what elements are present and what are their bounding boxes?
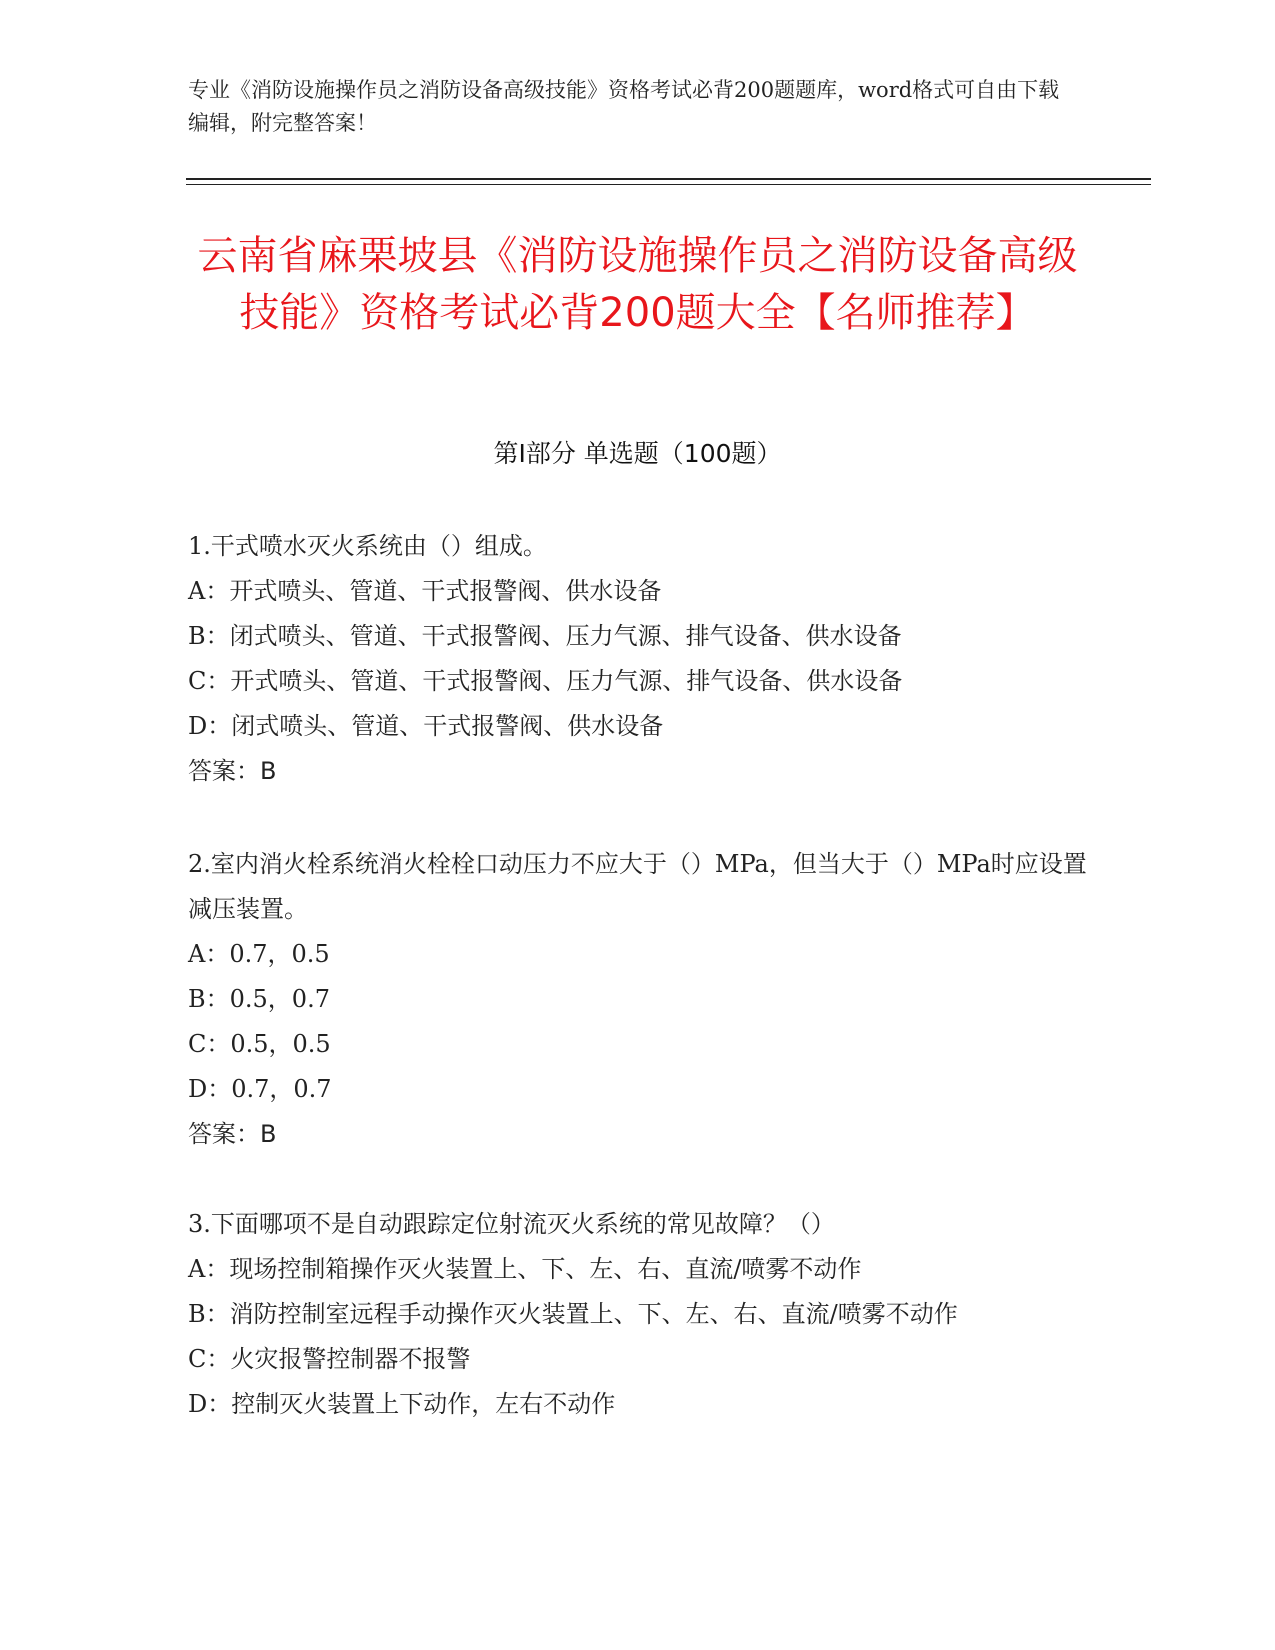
question-stem: 3.下面哪项不是自动跟踪定位射流灭火系统的常见故障？（） (188, 1210, 835, 1238)
header-divider-thin (186, 184, 1151, 185)
option-d: D：闭式喷头、管道、干式报警阀、供水设备 (188, 712, 664, 740)
option-d: D：0.7，0.7 (188, 1075, 332, 1103)
option-b: B：0.5，0.7 (188, 985, 330, 1013)
question-stem: 1.干式喷水灭火系统由（）组成。 (188, 532, 547, 560)
document-title: 云南省麻栗坡县《消防设施操作员之消防设备高级技能》资格考试必背200题大全【名师推荐】 (197, 233, 1078, 336)
option-a: A：开式喷头、管道、干式报警阀、供水设备 (188, 577, 662, 605)
question-2 (188, 842, 1088, 1157)
option-b: B：消防控制室远程手动操作灭火装置上、下、左、右、直流/喷雾不动作 (188, 1300, 958, 1328)
option-a: A：现场控制箱操作灭火装置上、下、左、右、直流/喷雾不动作 (188, 1255, 862, 1283)
question-3 (188, 1202, 1088, 1427)
answer: 答案：B (188, 1120, 277, 1148)
section-heading: 第I部分 单选题（100题） (493, 439, 782, 468)
header-note: 专业《消防设施操作员之消防设备高级技能》资格考试必背200题题库，word格式可自由下载编辑，附完整答案！ (188, 78, 1060, 135)
question-stem: 2.室内消火栓系统消火栓栓口动压力不应大于（）MPa，但当大于（）MPa时应设置减压装置。 (188, 850, 1087, 923)
option-c: C：开式喷头、管道、干式报警阀、压力气源、排气设备、供水设备 (188, 667, 903, 695)
option-d: D：控制灭火装置上下动作，左右不动作 (188, 1390, 616, 1418)
header-divider-thick (186, 178, 1151, 180)
answer: 答案：B (188, 757, 277, 785)
option-c: C：0.5，0.5 (188, 1030, 331, 1058)
option-a: A：0.7，0.5 (188, 940, 330, 968)
option-c: C：火灾报警控制器不报警 (188, 1345, 471, 1373)
question-1 (188, 524, 1088, 794)
option-b: B：闭式喷头、管道、干式报警阀、压力气源、排气设备、供水设备 (188, 622, 902, 650)
